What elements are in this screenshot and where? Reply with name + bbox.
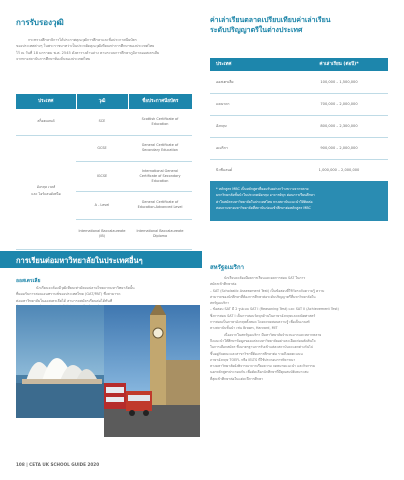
country-cell: อังกฤษ เวลส์ bbox=[36, 185, 56, 189]
table-row bbox=[210, 71, 388, 93]
qual-cell: IGCSE bbox=[76, 161, 128, 191]
cert-cell: International General Certificate of Secondary Education bbox=[128, 161, 192, 191]
country-cell bbox=[16, 219, 76, 249]
country-cell: นิวซีแลนด์ bbox=[210, 159, 290, 181]
table-row bbox=[210, 159, 388, 181]
col-qualification: วุฒิ bbox=[76, 94, 128, 109]
country-cell: อเมริกา bbox=[210, 137, 290, 159]
fee-cell: 100,000 – 1,500,000 bbox=[290, 71, 388, 93]
country-cell: และ ไอร์แลนด์เหนือ bbox=[31, 192, 61, 196]
usa-subtitle: สหรัฐอเมริกา bbox=[210, 264, 244, 271]
country-cell: แคนาดา bbox=[210, 93, 290, 115]
cert-cell: General Certificate of Secondary Education bbox=[128, 135, 192, 161]
page-footer: 108 | CETA UK SCHOOL GUIDE 2020 bbox=[16, 462, 100, 467]
table-row bbox=[16, 191, 192, 219]
australia-subtitle: ออสเตรเลีย bbox=[16, 278, 41, 284]
other-countries-banner bbox=[0, 251, 202, 268]
fee-cell: 1,000,000 – 2,000,000 bbox=[290, 159, 388, 181]
qual-cell: GCSE bbox=[76, 135, 128, 161]
qual-cell: SCE bbox=[76, 109, 128, 135]
qual-cell: A - Level bbox=[76, 191, 128, 219]
recognition-title: การรับรองวุฒิ bbox=[16, 18, 64, 27]
col-country: ประเทศ bbox=[16, 94, 76, 109]
col-certificate: ชื่อประกาศนียบัตร bbox=[128, 94, 192, 109]
table-row bbox=[210, 93, 388, 115]
cert-cell: General Certificate of Education-Advanced Level bbox=[128, 191, 192, 219]
tuition-title: ค่าเล่าเรียนตลาดเปรียบเทียบค่าเล่าเรียน ระดับปริญญาตรีในต่างประเทศ bbox=[210, 16, 331, 34]
recognition-paragraph: กระทรวงศึกษาธิการได้ประกาศคุณวุฒิการศึกษาและชื่อประกาศนียบัตร ของประเทศต่างๆ ในพระราชบาทว่าเป็นประหยัดคุณวุฒิเทียบเท่าการศึกษาของประเทศไทย ไว้ ณ วันที่ 18 มกราคม พ.ศ. 2545 ดังตารางด้านล่าง ตามระบบการศึกษาภูมิภาคออสเตรเลีย จากทางสถาบันการศึกษาท้องถิ่นของประเทศไทย bbox=[16, 38, 160, 62]
qual-cell: International Baccalaureate (IB) bbox=[76, 219, 128, 249]
sydney-opera-house-photo bbox=[16, 305, 104, 418]
cert-cell: International Baccalaureate Diploma bbox=[128, 219, 192, 249]
col-country: ประเทศ bbox=[210, 58, 290, 71]
country-cell: ออสเตรเลีย bbox=[210, 71, 290, 93]
tuition-note-box: * หลักสูตร MBC เป็นหลักสูตรที่ยอมรับอย่างกว้างขวางจากหลาย มหาวิทยาลัยชั้นนำในประเทศอังกฤษ อาจารย์ทุก ค่อนการเรียนศึกษา ค่าใบสมัครมหาวิทยาลัยในประเทศไทย ทางสถาบันแนะนำให้ติดต่อ สอบถามทางมหาวิทยาลัยที่สถาบันก่อนเข้าศึกษาต่อหลักสูตร MBC bbox=[210, 181, 388, 221]
table-row bbox=[16, 219, 192, 249]
other-countries-title: การเรียนต่อมหาวิทยาลัยในประเทศอื่นๆ bbox=[16, 256, 143, 265]
usa-paragraph: นักเรียนจะต้องมีผลการเรียนและผลการสอบ SAT ในการ สมัครเข้าศึกษาต่อ – SAT (Scholastic Assessment Test) เป็นข้อสอบที่ใช้วัดระดับความรู้ ความ สามารถของนักศึกษาที่ต้องการศึกษาต่อระดับปริญญาตรีที่มหาวิทยาลัยใน สหรัฐอเมริกา – ข้อสอบ SAT มี 2 รูปแบบ SAT I (Reasoning Test) และ SAT II (Achievement Test) ซึ่งการสอบ SAT I เป็นการสอบวัดทุกด้านในภาษาอังกฤษและคณิตศาสตร์ การสอบเป็นภาษาอังกฤษทั้งหมด โดยจะทดสอบความรู้ เพื่อเป็นเกณฑ์ ทางสถาบันชั้นนำ เช่น Brown, Harvard, MIT เนื่องจากในสหรัฐอเมริกา มีมหาวิทยาลัยจำนวนมากและหลากหลาย จึงแนะนำให้ศึกษาข้อมูลของแต่ละมหาวิทยาลัยอย่างละเอียดก่อนตัดสินใจ ในการเลือกสมัคร ซึ่งมาตรฐานการรับเข้าแต่ละสถาบันจะแตกต่างกันไป ขึ้นอยู่กับคณะและสาขาวิชาที่ต้องการศึกษาต่อ รวมถึงผลคะแนน ภาษาอังกฤษ TOEFL หรือ IELTS ที่ใช้ประกอบการพิจารณา ทางมหาวิทยาลัยยังพิจารณาจากเรียงความ จดหมายแนะนำ และกิจกรรม นอกหลักสูตรประกอบกัน เพื่อคัดเลือกนักศึกษาที่มีคุณสมบัติเหมาะสม ที่สุดเข้าศึกษาต่อในแต่ละปีการศึกษา bbox=[210, 276, 339, 381]
table-row bbox=[16, 109, 192, 135]
cert-cell: Scottish Certificate of Education bbox=[128, 109, 192, 135]
country-cell: อังกฤษ bbox=[210, 115, 290, 137]
country-cell: สก็อตแลนด์ bbox=[16, 109, 76, 135]
london-big-ben-photo bbox=[104, 305, 200, 437]
table-row bbox=[16, 161, 192, 191]
col-fee: ค่าเล่าเรียน (ต่อปี)* bbox=[290, 58, 388, 71]
table-row bbox=[210, 137, 388, 159]
qualification-table bbox=[16, 94, 192, 250]
table-row bbox=[210, 115, 388, 137]
country-cell bbox=[16, 135, 76, 161]
fee-cell: 700,000 – 2,000,000 bbox=[290, 93, 388, 115]
australia-paragraph: นักเรียนจะต้องมีวุฒิเทียบเท่ามัธยมปลายไทยจากมหาวิทยาลัยนั้น ที่ยอมรับการสอบเอนทรานซ์ของประเทศไทย (GAT/PAT) ซึ่งสามารถ ต่อมหาวิทยาลัยในออสเตรเลียได้ สามารถสมัครเรียนต่อได้ทันที bbox=[16, 286, 135, 303]
fee-cell: 900,000 – 2,000,000 bbox=[290, 137, 388, 159]
table-row bbox=[16, 135, 192, 161]
fee-cell: 800,000 – 2,300,000 bbox=[290, 115, 388, 137]
tuition-table bbox=[210, 58, 388, 182]
